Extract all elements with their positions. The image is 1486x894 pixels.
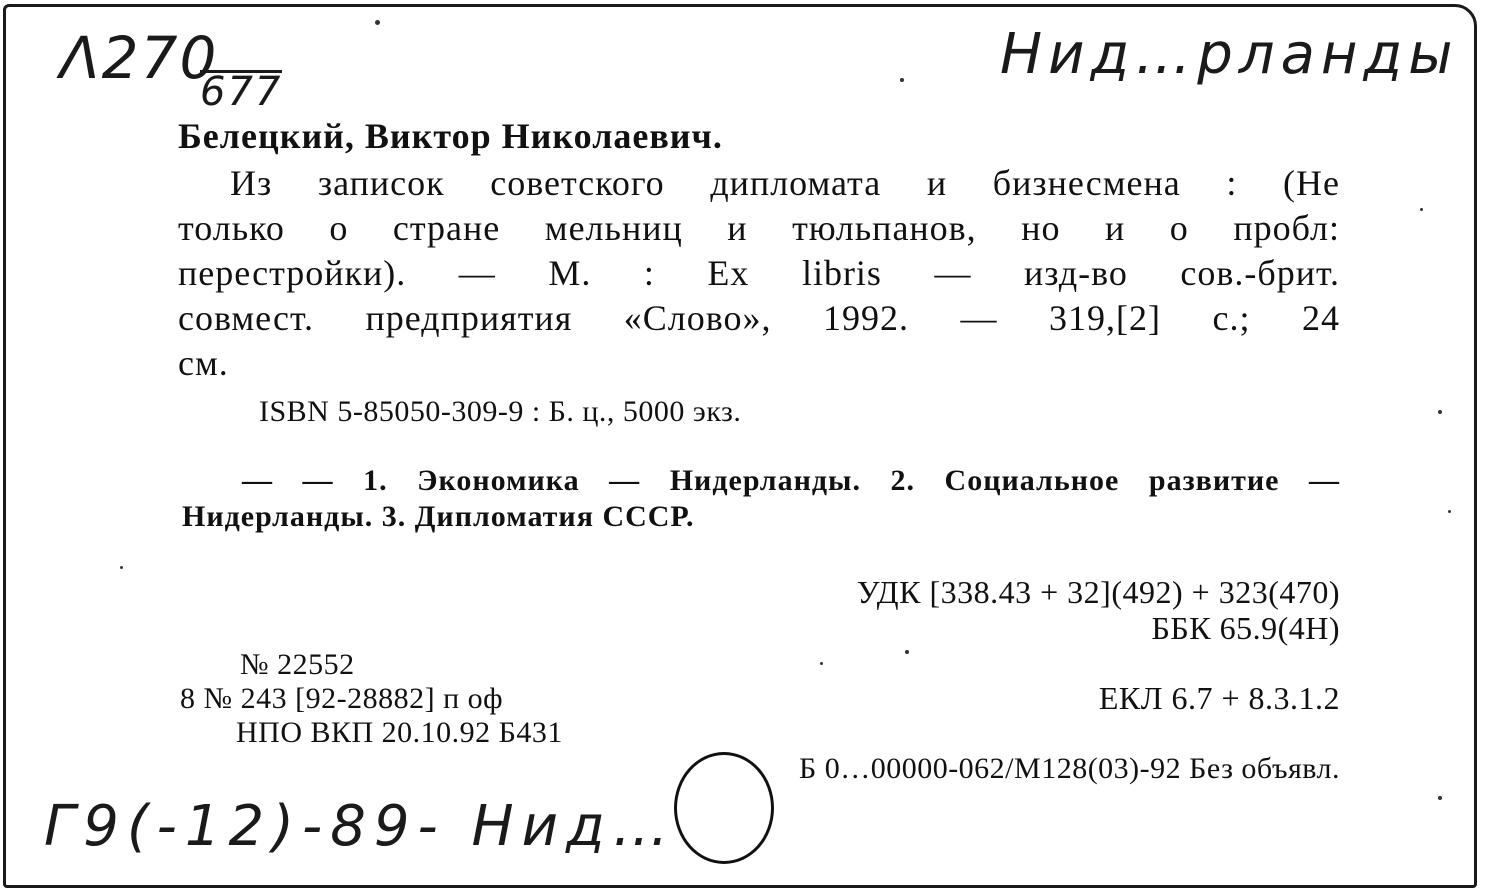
shelfmark-number: Λ270	[60, 24, 219, 92]
speck	[1420, 208, 1423, 211]
description-line: совмест. предприятия «Слово», 1992. — 319,[2] с.; 24	[178, 298, 1340, 338]
ekl-code: ЕКЛ 6.7 + 8.3.1.2	[1098, 680, 1340, 716]
speck	[1438, 796, 1442, 800]
speck	[120, 566, 123, 569]
order-number: № 22552	[240, 648, 355, 681]
speck	[1448, 510, 1451, 513]
country-handwritten: Нид…рланды	[1000, 22, 1459, 87]
speck	[900, 78, 904, 82]
shelfmark-sub-text: 677	[200, 69, 283, 115]
speck	[375, 20, 380, 25]
shelfmark-handwritten	[60, 24, 218, 92]
description-line: только о стране мельниц и тюльпанов, но и о пробл:	[178, 208, 1340, 248]
bottom-handwritten: Г9(-12)-89- Нид…	[44, 794, 677, 859]
bbk-code: ББК 65.9(4Н)	[1151, 610, 1340, 646]
speck	[905, 650, 909, 654]
description-line: см.	[178, 343, 229, 383]
author-heading: Белецкий, Виктор Николаевич.	[178, 116, 723, 156]
isbn-line: ISBN 5-85050-309-9 : Б. ц., 5000 экз.	[259, 395, 742, 428]
shelfmark-sub	[200, 69, 283, 115]
udk-code: УДК [338.43 + 32](492) + 323(470)	[856, 574, 1340, 610]
subject-line: Нидерланды. 3. Дипломатия СССР.	[182, 500, 695, 533]
bottom-code: Б 0…00000-062/М128(03)-92 Без объявл.	[798, 752, 1340, 785]
print-order: 8 № 243 [92-28882] п оф	[180, 682, 504, 715]
description-line: Из записок советского дипломата и бизнесмена : (Не	[230, 163, 1340, 203]
speck	[820, 662, 823, 665]
bibliographic-description	[178, 161, 1340, 386]
punch-hole-circle	[674, 752, 774, 864]
description-line: перестройки). — М. : Ex libris — изд-во сов.-брит.	[178, 253, 1340, 293]
subject-headings	[182, 463, 1340, 535]
subject-line: — — 1. Экономика — Нидерланды. 2. Социальное развитие —	[242, 464, 1340, 497]
speck	[1438, 410, 1442, 414]
npo-line: НПО ВКП 20.10.92 Б431	[236, 716, 563, 749]
